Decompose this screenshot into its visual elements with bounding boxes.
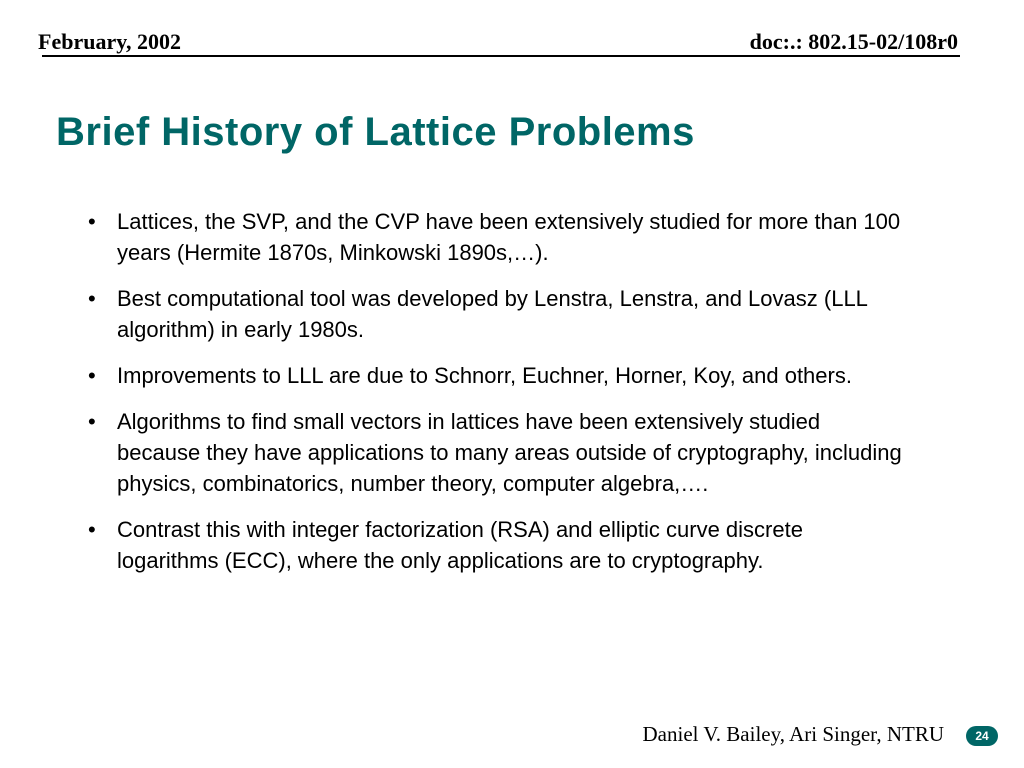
bullet-dot-icon: • [88,209,96,234]
bullet-text: Contrast this with integer factorization (RSA) and elliptic curve discrete logarithms (ECC), where the only applications are to cryptography. [117,517,803,573]
bullet-item [88,206,908,268]
bullet-item [88,514,908,576]
page-number-badge: 24 [966,726,998,746]
header-date: February, 2002 [38,29,181,54]
header-divider [42,55,960,57]
bullet-dot-icon: • [88,286,96,311]
bullet-text: Improvements to LLL are due to Schnorr, Euchner, Horner, Koy, and others. [117,363,852,388]
bullet-text: Best computational tool was developed by Lenstra, Lenstra, and Lovasz (LLL algorithm) in early 1980s. [117,286,868,342]
header-doc-id: doc:.: 802.15-02/108r0 [749,29,958,54]
bullet-item [88,406,908,499]
bullet-dot-icon: • [88,409,96,434]
bullet-text: Algorithms to find small vectors in lattices have been extensively studied because they have applications to many areas outside of cryptography, including physics, combinatorics, number theory, computer algebra,…. [117,409,902,496]
slide-title: Brief History of Lattice Problems [56,110,695,154]
footer-authors: Daniel V. Bailey, Ari Singer, NTRU [642,722,944,746]
bullet-dot-icon: • [88,517,96,542]
bullet-text: Lattices, the SVP, and the CVP have been extensively studied for more than 100 years (Hermite 1870s, Minkowski 1890s,…). [117,209,901,265]
bullet-list [88,206,908,591]
bullet-dot-icon: • [88,363,96,388]
bullet-item [88,283,908,345]
bullet-item [88,360,908,391]
